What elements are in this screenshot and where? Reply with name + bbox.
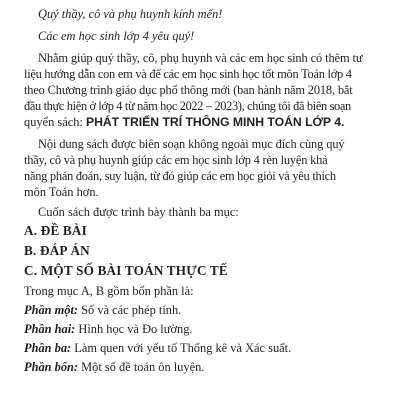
intro-line-3: theo Chương trình giáo dục phổ thông mới (ban hành năm 2018, bắt bbox=[24, 83, 353, 97]
intro-line-5 bbox=[0, 114, 400, 130]
part-three-text: Làm quen với yếu tố Thống kê và Xác suất. bbox=[71, 341, 292, 355]
section-b-heading: B. ĐÁP ÁN bbox=[24, 243, 90, 258]
part-one-text: Số và các phép tính. bbox=[78, 303, 182, 317]
section-a-heading: A. ĐỀ BÀI bbox=[24, 223, 87, 238]
part-three-label: Phần ba: bbox=[24, 341, 72, 355]
greeting-teachers: Quý thầy, cô và phụ huynh kính mến! bbox=[38, 7, 223, 21]
part-four-label: Phần bốn: bbox=[24, 360, 79, 374]
part-one bbox=[0, 302, 400, 318]
purpose-line-3: năng phán đoán, suy luận, từ đó giúp các em học giỏi và yêu thích bbox=[24, 169, 336, 183]
purpose-line-4: môn Toán hơn. bbox=[24, 185, 99, 199]
part-one-label: Phần một: bbox=[24, 303, 79, 317]
part-two bbox=[0, 321, 400, 337]
part-two-label: Phần hai: bbox=[24, 322, 76, 336]
section-c-heading: C. MỘT SỐ BÀI TOÁN THỰC TẾ bbox=[24, 263, 228, 278]
structure-intro: Cuốn sách được trình bày thành ba mục: bbox=[38, 205, 239, 219]
part-four bbox=[0, 359, 400, 375]
part-three bbox=[0, 340, 400, 356]
intro-line-4: đầu thực hiện ở lớp 4 từ năm học 2022 – 2023), chúng tôi đã biên soạn bbox=[24, 99, 351, 113]
intro-prefix: quyển sách: bbox=[24, 115, 86, 129]
part-four-text: Một số đề toán ôn luyện. bbox=[78, 360, 205, 374]
purpose-line-1: Nội dung sách được biên soạn không ngoài mục đích cùng quý bbox=[38, 137, 345, 151]
parts-intro: Trong mục A, B gồm bốn phần là: bbox=[24, 284, 194, 298]
intro-line-2: liệu hướng dẫn con em và để các em học sinh học tốt môn Toán lớp 4 bbox=[24, 67, 352, 81]
intro-line-1: Nhằm giúp quý thầy, cô, phụ huynh và các em học sinh có thêm tư bbox=[38, 51, 363, 65]
purpose-line-2: thầy, cô và phụ huynh giúp các em học sinh lớp 4 rèn luyện khả bbox=[24, 153, 328, 167]
part-two-text: Hình học và Đo lường. bbox=[75, 322, 193, 336]
book-title: PHÁT TRIỂN TRÍ THÔNG MINH TOÁN LỚP 4. bbox=[85, 115, 345, 129]
greeting-students: Các em học sinh lớp 4 yêu quý! bbox=[38, 29, 195, 43]
